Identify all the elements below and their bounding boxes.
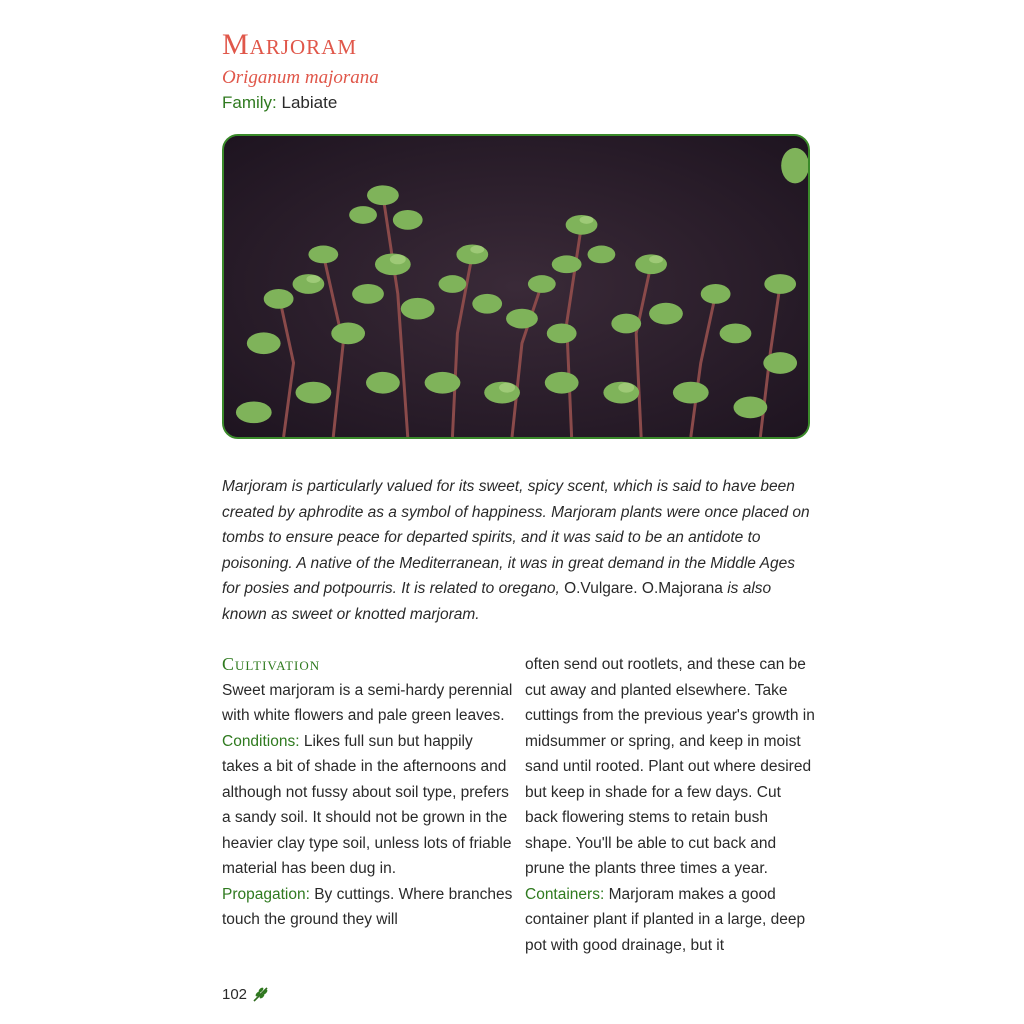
intro-paragraph — [222, 474, 812, 627]
latin-name: Origanum majorana — [222, 67, 379, 88]
marjoram-plant-image — [224, 136, 808, 437]
containers-label: Containers: — [525, 885, 605, 903]
propagation-continued: often send out rootlets, and these can be cut away and planted elsewhere. Take cuttings from the previous year's growth in midsummer or spring, and keep in moist sand until rooted. Plant out where desired but keep in shade for a few days. Cut back flowering stems to retain bush shape. You'll be able to cut back and prune the plants three times a year. — [525, 656, 815, 877]
containers-paragraph — [525, 882, 817, 959]
intro-species-names: O.Vulgare. O.Majorana — [559, 580, 723, 597]
marjoram-photo — [222, 134, 810, 439]
page-number: 102 — [222, 985, 248, 1003]
page-footer — [222, 984, 271, 1004]
propagation-label: Propagation: — [222, 885, 310, 903]
family-line — [222, 93, 337, 113]
intro-text-2: is also known as sweet or knotted marjoram. — [222, 580, 772, 623]
propagation-text: By cuttings. Where branches touch the ground they will — [222, 885, 513, 928]
containers-text: Marjoram makes a good container plant if planted in a large, deep pot with good drainage, but it — [525, 885, 806, 954]
cultivation-column-left — [222, 652, 514, 933]
conditions-text: Likes full sun but happily takes a bit of shade in the afternoons and although not fussy about soil type, prefers a sandy soil. It should not be grown in the heavier clay type soil, unless lots of friable material has been dug in. — [222, 732, 512, 877]
family-value: Labiate — [281, 93, 338, 112]
herb-sprig-icon — [251, 984, 271, 1004]
conditions-label: Conditions: — [222, 732, 300, 750]
conditions-paragraph — [222, 729, 514, 882]
cultivation-intro: Sweet marjoram is a semi-hardy perennial with white flowers and pale green leaves. — [222, 681, 513, 724]
page-title: Marjoram — [222, 28, 358, 61]
cultivation-heading: Cultivation — [222, 654, 321, 674]
propagation-paragraph — [222, 882, 514, 933]
cultivation-column-right — [525, 652, 817, 958]
intro-text-1: Marjoram is particularly valued for its sweet, spicy scent, which is said to have been created by aphrodite as a symbol of happiness. Marjoram plants were once placed on tombs to ensure peace for departed spirits, and it was said to be an antidote to poisoning. A native of the Mediterranean, it was in great demand in the Middle Ages for posies and potpourris. It is related to oregano, — [222, 478, 810, 597]
family-label: Family: — [222, 93, 277, 112]
